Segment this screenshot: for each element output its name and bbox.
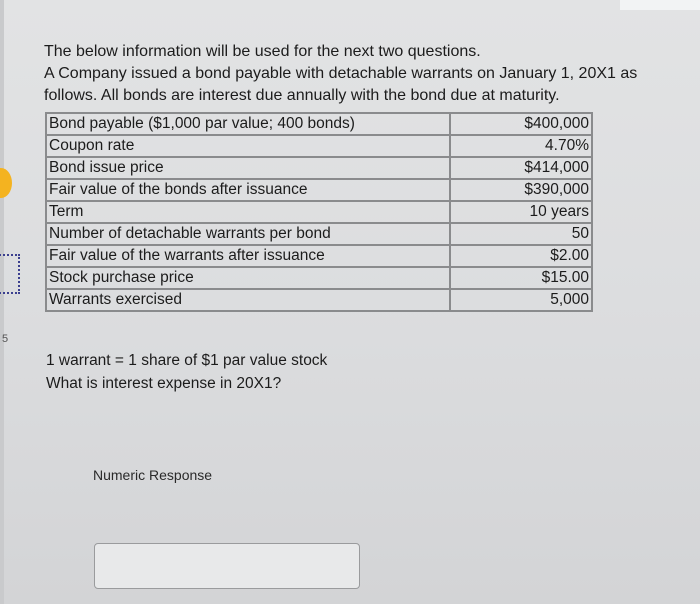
numeric-response-label: Numeric Response <box>93 467 213 483</box>
row-value: $15.00 <box>450 267 592 289</box>
margin-number: 5 <box>2 333 9 345</box>
question-marker-icon[interactable] <box>0 168 12 198</box>
table-row <box>46 179 592 201</box>
row-label: Fair value of the warrants after issuance <box>46 245 450 267</box>
row-label: Bond payable ($1,000 par value; 400 bonds) <box>46 113 450 135</box>
row-label: Stock purchase price <box>46 267 450 289</box>
row-label: Number of detachable warrants per bond <box>46 223 450 245</box>
numeric-response-input[interactable] <box>94 543 360 589</box>
question-notes <box>46 349 327 395</box>
row-value: 5,000 <box>450 289 592 311</box>
row-label: Term <box>46 201 450 223</box>
question-text <box>44 41 684 107</box>
row-label: Coupon rate <box>46 135 450 157</box>
question-prompt: What is interest expense in 20X1? <box>46 375 282 392</box>
row-value: $2.00 <box>450 245 592 267</box>
row-value: 4.70% <box>450 135 592 157</box>
row-label: Bond issue price <box>46 157 450 179</box>
table-row <box>46 223 592 245</box>
row-value: $414,000 <box>450 157 592 179</box>
bond-info-table <box>45 112 593 312</box>
table-row <box>46 267 592 289</box>
left-edge <box>0 0 4 604</box>
table-row <box>46 157 592 179</box>
table-row <box>46 245 592 267</box>
table-row <box>46 135 592 157</box>
flag-icon[interactable] <box>0 254 20 294</box>
table-row <box>46 201 592 223</box>
top-bar <box>620 0 700 10</box>
row-label: Warrants exercised <box>46 289 450 311</box>
row-value: $400,000 <box>450 113 592 135</box>
table-row <box>46 289 592 311</box>
question-body: A Company issued a bond payable with detachable warrants on January 1, 20X1 as follows. All bonds are interest due annually with the bond due at maturity. <box>44 65 638 104</box>
table-row <box>46 113 592 135</box>
warrant-note: 1 warrant = 1 share of $1 par value stock <box>46 352 328 369</box>
row-value: $390,000 <box>450 179 592 201</box>
row-label: Fair value of the bonds after issuance <box>46 179 450 201</box>
question-intro: The below information will be used for the next two questions. <box>44 43 481 60</box>
row-value: 50 <box>450 223 592 245</box>
row-value: 10 years <box>450 201 592 223</box>
